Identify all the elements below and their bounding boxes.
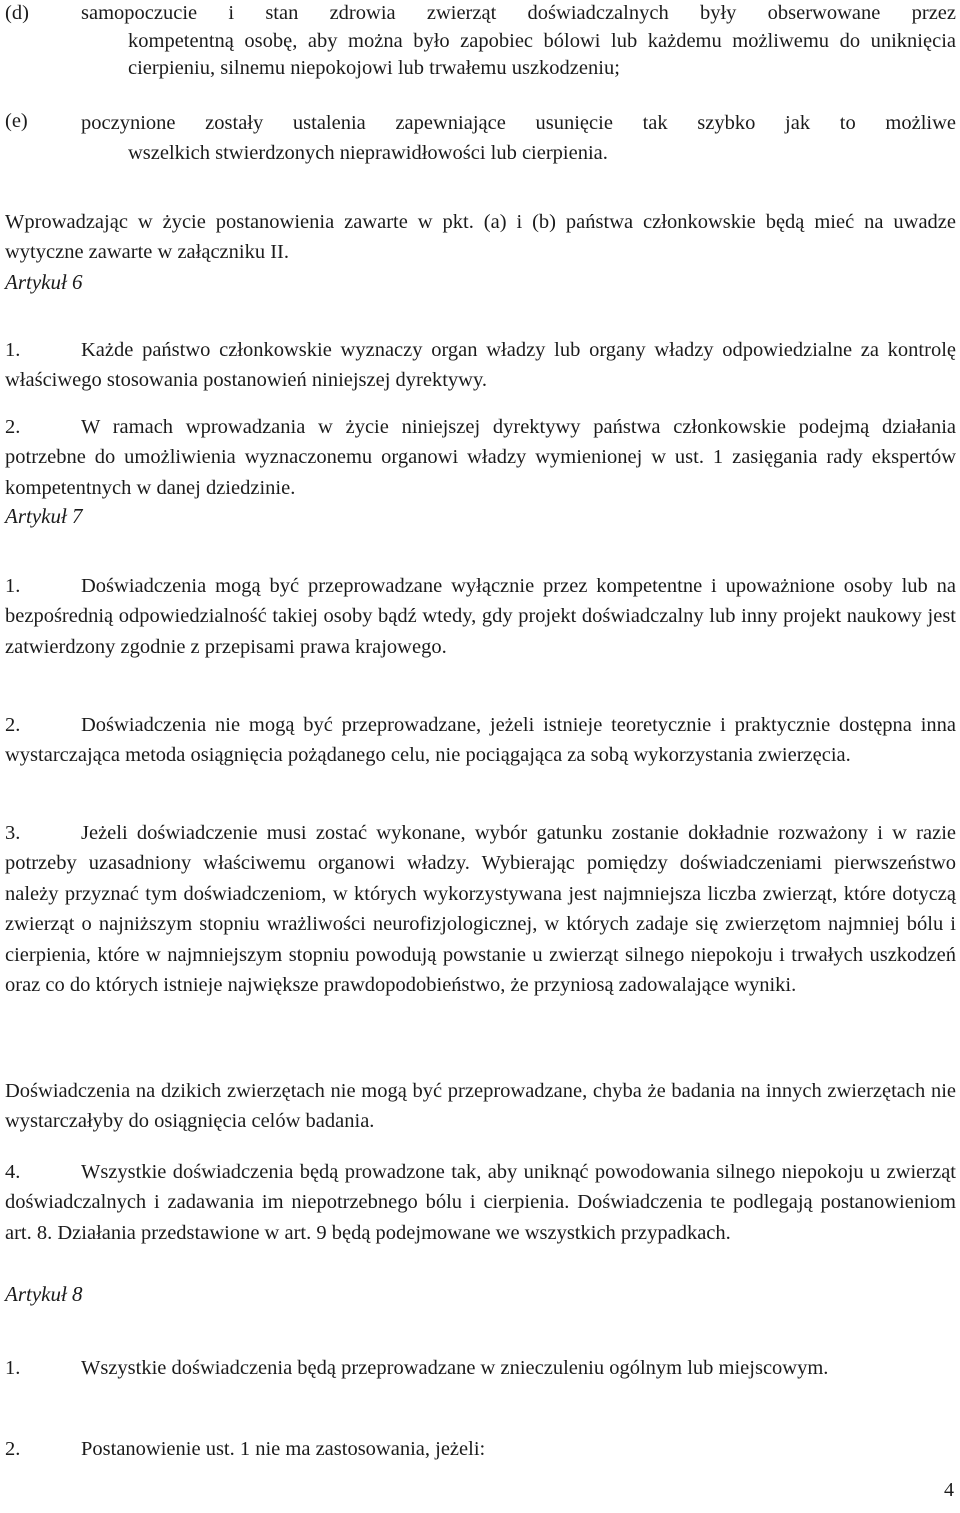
paragraph-text: Postanowienie ust. 1 nie ma zastosowania, jeżeli: <box>81 1437 486 1460</box>
paragraph-text: Doświadczenia na dzikich zwierzętach nie mogą być przeprowadzane, chyba że badania na innych zwierzętach nie wystarczałyby do osiągnięcia celów badania. <box>5 1079 956 1132</box>
paragraph-number: 1. <box>5 338 21 361</box>
article-paragraph <box>5 818 956 1001</box>
article-paragraph <box>5 412 956 504</box>
paragraph-number: 4. <box>5 1160 21 1183</box>
list-item-first-line: poczynione zostały ustalenia zapewniające usunięcie tak szybko jak to możliwe <box>81 112 956 134</box>
list-item-continuation: wszelkich stwierdzonych nieprawidłowości lub cierpienia. <box>128 142 608 164</box>
article-paragraph <box>5 710 956 771</box>
list-item-label: (e) <box>5 110 28 132</box>
paragraph-number: 3. <box>5 821 21 844</box>
article-paragraph <box>5 1076 956 1137</box>
paragraph-number: 2. <box>5 415 21 438</box>
article-paragraph <box>5 1157 956 1249</box>
paragraph-text: Jeżeli doświadczenie musi zostać wykonane, wybór gatunku zostanie dokładnie rozważony i w razie potrzeby uzasadniony właściwemu organowi władzy. Wybierając pomiędzy doświadczeniami pierwszeństwo należy przyznać tym doświadczeniom, w których wykorzystywana jest najmniejsza liczba zwierząt, które dotyczą zwierząt o najniższym stopniu wrażliwości neurofizjologicznej, w których zadaje się zwierzętom najmniej bólu i cierpienia, które w najmniejszym stopniu powodują powstanie u zwierząt silnego niepokoju i trwałych uszkodzeń oraz co do których istnieje największe prawdopodobieństwo, że przyniosą zadowalające wyniki. <box>5 821 956 996</box>
page-number: 4 <box>944 1479 954 1501</box>
paragraph-number: 2. <box>5 1437 21 1460</box>
list-item-first-line: samopoczucie i stan zdrowia zwierząt doświadczalnych były obserwowane przez <box>81 2 956 24</box>
paragraph-text: Każde państwo członkowskie wyznaczy organ władzy lub organy władzy odpowiedzialne za kontrolę właściwego stosowania postanowień niniejszej dyrektywy. <box>5 338 956 391</box>
paragraph-number: 1. <box>5 1356 21 1379</box>
list-item-text <box>81 0 956 83</box>
article-heading: Artykuł 8 <box>5 1282 83 1306</box>
paragraph-number: 1. <box>5 574 21 597</box>
paragraph-text: Wszystkie doświadczenia będą przeprowadzane w znieczuleniu ogólnym lub miejscowym. <box>81 1356 829 1379</box>
paragraph-number: 2. <box>5 713 21 736</box>
list-item-continuation: kompetentną osobę, aby można było zapobiec bólowi lub każdemu możliwemu do uniknięcia cierpieniu, silnemu niepokojowi lub trwałemu uszkodzeniu; <box>128 29 956 79</box>
article-paragraph <box>5 571 956 663</box>
article-paragraph <box>5 1353 956 1384</box>
intro-paragraph: Wprowadzając w życie postanowienia zawarte w pkt. (a) i (b) państwa członkowskie będą mieć na uwadze wytyczne zawarte w załączniku II. <box>5 210 956 263</box>
article-heading: Artykuł 7 <box>5 504 83 528</box>
article-heading: Artykuł 6 <box>5 270 83 294</box>
paragraph-text: Wszystkie doświadczenia będą prowadzone tak, aby uniknąć powodowania silnego niepokoju u zwierząt doświadczalnych i zadawania im niepotrzebnego bólu i cierpienia. Doświadczenia te podlegają postanowieniom art. 8. Działania przedstawione w art. 9 będą podejmowane we wszystkich przypadkach. <box>5 1160 956 1244</box>
list-item-text <box>81 108 956 168</box>
paragraph-text: Doświadczenia nie mogą być przeprowadzane, jeżeli istnieje teoretycznie i praktycznie dostępna inna wystarczająca metoda osiągnięcia pożądanego celu, nie pociągająca za sobą wykorzystania zwierzęcia. <box>5 713 956 766</box>
paragraph-text: Doświadczenia mogą być przeprowadzane wyłącznie przez kompetentne i upoważnione osoby lub na bezpośrednią odpowiedzialność takiej osoby bądź wtedy, gdy projekt doświadczalny lub inny projekt naukowy jest zatwierdzony zgodnie z przepisami prawa krajowego. <box>5 574 956 658</box>
article-paragraph <box>5 335 956 396</box>
list-item-label: (d) <box>5 2 29 24</box>
article-paragraph <box>5 1434 956 1465</box>
paragraph-text: W ramach wprowadzania w życie niniejszej dyrektywy państwa członkowskie podejmą działania potrzebne do umożliwienia wyznaczonemu organowi władzy wymienionej w ust. 1 zasięgania rady ekspertów kompetentnych w danej dziedzinie. <box>5 415 956 499</box>
